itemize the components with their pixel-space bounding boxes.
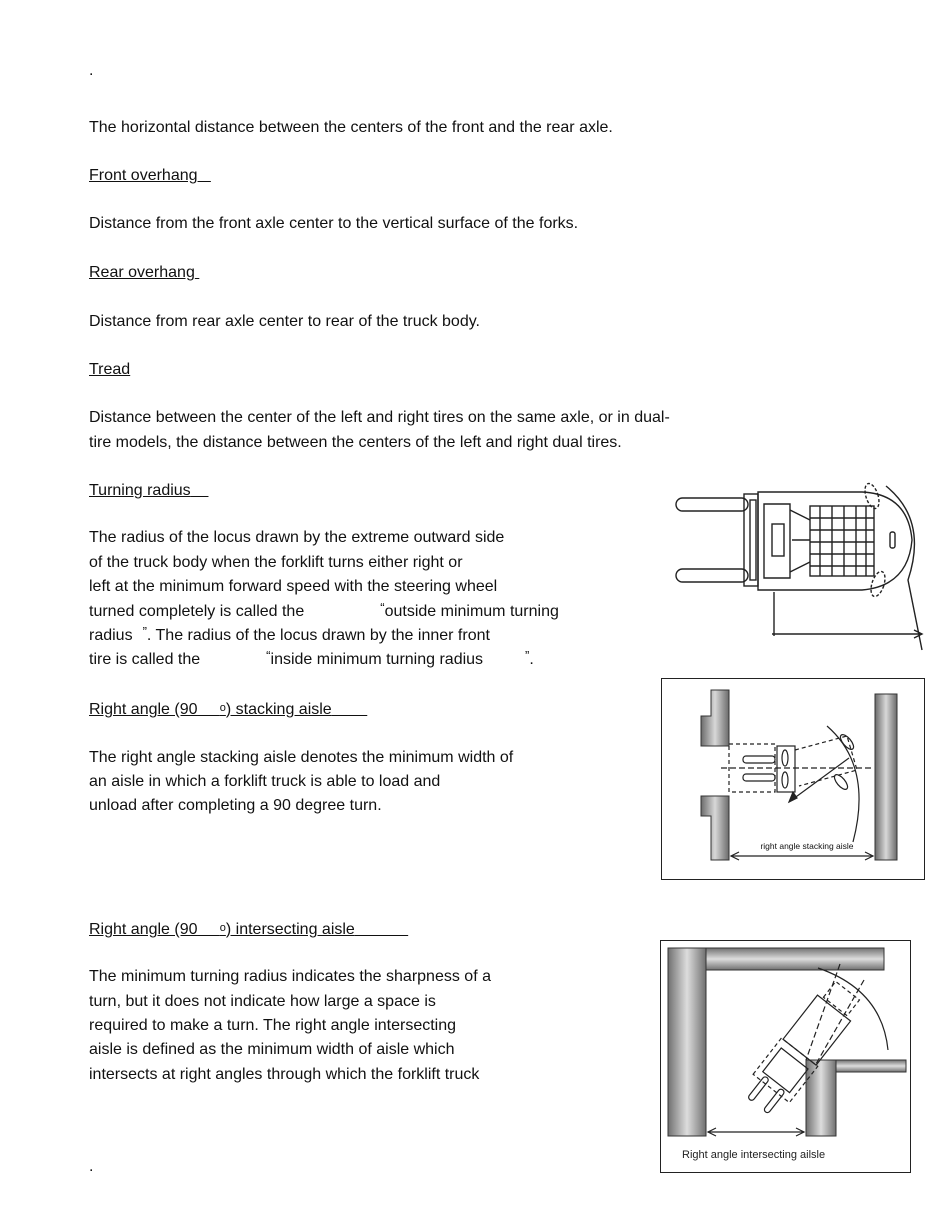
intersecting-aisle-line-5: intersects at right angles through which the forklift truck [89, 1066, 480, 1083]
turning-radius-line-2: of the truck body when the forklift turns either right or [89, 554, 463, 571]
turning-radius-line-4: turned completely is called the “outside minimum turning [89, 600, 559, 620]
stacking-aisle-line-3: unload after completing a 90 degree turn. [89, 797, 382, 814]
turning-radius-figure [672, 480, 928, 655]
tread-line-2: tire models, the distance between the centers of the left and right dual tires. [89, 434, 622, 451]
stacking-aisle-figure [661, 678, 925, 880]
intersecting-aisle-line-2: turn, but it does not indicate how large a space is [89, 993, 436, 1010]
stacking-aisle-figure-label: right angle stacking aisle [760, 841, 854, 851]
wheelbase-description: The horizontal distance between the centers of the front and the rear axle. [89, 119, 613, 136]
stacking-aisle-line-2: an aisle in which a forklift truck is able to load and [89, 773, 441, 790]
intersecting-aisle-figure-label: Right angle intersecting ailsle [682, 1149, 826, 1161]
stacking-aisle-heading: Right angle (90 $^o$) stacking aisle [89, 701, 332, 718]
turning-radius-line-3: left at the minimum forward speed with the steering wheel [89, 578, 498, 595]
turning-radius-heading: Turning radius [89, 482, 191, 499]
page-dot-top: . [89, 62, 94, 79]
turning-radius-line-1: The radius of the locus drawn by the extreme outward side [89, 529, 505, 546]
intersecting-aisle-line-4: aisle is defined as the minimum width of aisle which [89, 1041, 455, 1058]
tread-line-1: Distance between the center of the left and right tires on the same axle, or in dual- [89, 409, 670, 426]
rear-overhang-heading: Rear overhang [89, 264, 195, 281]
intersecting-aisle-heading: Right angle (90 $^o$) intersecting aisle [89, 921, 355, 938]
tread-heading: Tread [89, 361, 131, 378]
stacking-aisle-line-1: The right angle stacking aisle denotes the minimum width of [89, 749, 514, 766]
page-dot-bottom: . [89, 1158, 94, 1175]
intersecting-aisle-line-1: The minimum turning radius indicates the sharpness of a [89, 968, 491, 985]
front-overhang-description: Distance from the front axle center to the vertical surface of the forks. [89, 215, 579, 232]
front-overhang-heading: Front overhang [89, 167, 198, 184]
intersecting-aisle-figure [660, 940, 911, 1173]
turning-radius-line-5: radius ”. The radius of the locus drawn by the inner front [89, 624, 490, 644]
intersecting-aisle-line-3: required to make a turn. The right angle intersecting [89, 1017, 457, 1034]
rear-overhang-description: Distance from rear axle center to rear of the truck body. [89, 313, 480, 330]
turning-radius-line-6: tire is called the “inside minimum turning radius ”. [89, 648, 534, 668]
